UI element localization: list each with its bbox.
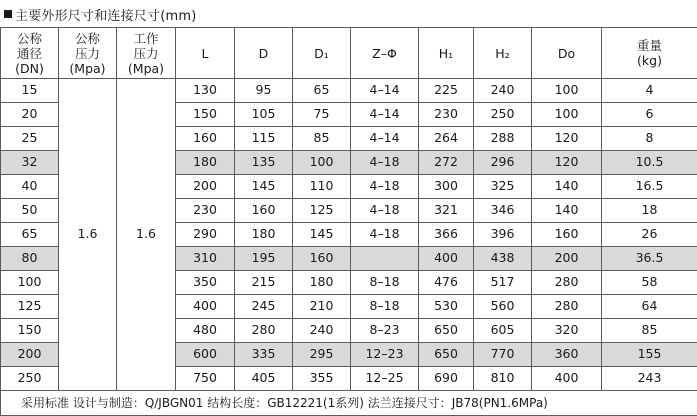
cell-kg: 10.5 — [602, 151, 697, 175]
cell-z: 4–18 — [351, 199, 419, 223]
cell-d1: 240 — [293, 319, 351, 343]
cell-kg: 16.5 — [602, 175, 697, 199]
cell-h2: 560 — [474, 295, 532, 319]
header-D: D — [235, 28, 293, 79]
cell-h2: 605 — [474, 319, 532, 343]
cell-d: 180 — [235, 223, 293, 247]
header-row — [1, 28, 697, 79]
cell-z: 4–14 — [351, 79, 419, 103]
cell-l: 750 — [176, 367, 235, 391]
cell-z: 8–18 — [351, 295, 419, 319]
cell-kg: 6 — [602, 103, 697, 127]
cell-h2: 770 — [474, 343, 532, 367]
cell-d: 195 — [235, 247, 293, 271]
header-nominal-pressure: 公称 压力 (Mpa) — [59, 28, 117, 79]
cell-l: 480 — [176, 319, 235, 343]
cell-h2: 346 — [474, 199, 532, 223]
cell-kg: 64 — [602, 295, 697, 319]
cell-z — [351, 247, 419, 271]
cell-do: 140 — [532, 175, 602, 199]
cell-dn: 25 — [1, 127, 59, 151]
cell-dn: 65 — [1, 223, 59, 247]
bullet-square-icon — [4, 10, 12, 18]
cell-kg: 36.5 — [602, 247, 697, 271]
cell-l: 200 — [176, 175, 235, 199]
cell-dn: 80 — [1, 247, 59, 271]
cell-do: 160 — [532, 223, 602, 247]
cell-kg: 18 — [602, 199, 697, 223]
cell-l: 290 — [176, 223, 235, 247]
header-D1: D₁ — [293, 28, 351, 79]
cell-d1: 160 — [293, 247, 351, 271]
cell-h2: 810 — [474, 367, 532, 391]
header-Z: Z–Φ — [351, 28, 419, 79]
cell-working-pressure: 1.6 — [117, 79, 176, 391]
cell-do: 320 — [532, 319, 602, 343]
cell-z: 4–18 — [351, 151, 419, 175]
header-L: L — [176, 28, 235, 79]
cell-do: 100 — [532, 103, 602, 127]
cell-dn: 50 — [1, 199, 59, 223]
cell-h1: 230 — [419, 103, 474, 127]
cell-kg: 243 — [602, 367, 697, 391]
cell-dn: 125 — [1, 295, 59, 319]
cell-h1: 690 — [419, 367, 474, 391]
cell-d1: 180 — [293, 271, 351, 295]
cell-l: 310 — [176, 247, 235, 271]
cell-l: 230 — [176, 199, 235, 223]
cell-d1: 355 — [293, 367, 351, 391]
cell-do: 400 — [532, 367, 602, 391]
cell-h1: 476 — [419, 271, 474, 295]
cell-do: 280 — [532, 295, 602, 319]
cell-h2: 240 — [474, 79, 532, 103]
cell-dn: 100 — [1, 271, 59, 295]
header-H1: H₁ — [419, 28, 474, 79]
cell-d1: 145 — [293, 223, 351, 247]
cell-kg: 26 — [602, 223, 697, 247]
cell-do: 120 — [532, 151, 602, 175]
cell-d: 245 — [235, 295, 293, 319]
cell-do: 120 — [532, 127, 602, 151]
cell-d1: 210 — [293, 295, 351, 319]
cell-h1: 272 — [419, 151, 474, 175]
cell-l: 350 — [176, 271, 235, 295]
cell-l: 130 — [176, 79, 235, 103]
cell-h1: 300 — [419, 175, 474, 199]
cell-h2: 296 — [474, 151, 532, 175]
cell-h2: 250 — [474, 103, 532, 127]
cell-d: 280 — [235, 319, 293, 343]
cell-dn: 40 — [1, 175, 59, 199]
table-body — [1, 79, 697, 391]
cell-h1: 650 — [419, 343, 474, 367]
cell-d1: 125 — [293, 199, 351, 223]
cell-dn: 20 — [1, 103, 59, 127]
cell-h2: 396 — [474, 223, 532, 247]
table-title-text: 主要外形尺寸和连接尺寸(mm) — [15, 8, 197, 24]
cell-d: 145 — [235, 175, 293, 199]
cell-d1: 75 — [293, 103, 351, 127]
cell-dn: 200 — [1, 343, 59, 367]
cell-h1: 530 — [419, 295, 474, 319]
cell-do: 140 — [532, 199, 602, 223]
cell-kg: 155 — [602, 343, 697, 367]
cell-d1: 100 — [293, 151, 351, 175]
cell-d1: 110 — [293, 175, 351, 199]
header-Do: Do — [532, 28, 602, 79]
cell-kg: 58 — [602, 271, 697, 295]
cell-kg: 85 — [602, 319, 697, 343]
cell-d: 405 — [235, 367, 293, 391]
cell-do: 100 — [532, 79, 602, 103]
cell-d1: 65 — [293, 79, 351, 103]
dimension-table — [0, 27, 697, 416]
table-title — [4, 4, 196, 24]
cell-h1: 400 — [419, 247, 474, 271]
cell-z: 4–18 — [351, 175, 419, 199]
cell-h2: 517 — [474, 271, 532, 295]
table-row — [1, 79, 697, 103]
cell-dn: 32 — [1, 151, 59, 175]
cell-h1: 321 — [419, 199, 474, 223]
cell-l: 400 — [176, 295, 235, 319]
header-dn: 公称 通径 (DN) — [1, 28, 59, 79]
cell-do: 200 — [532, 247, 602, 271]
cell-z: 8–18 — [351, 271, 419, 295]
header-H2: H₂ — [474, 28, 532, 79]
cell-h2: 438 — [474, 247, 532, 271]
cell-do: 280 — [532, 271, 602, 295]
cell-l: 600 — [176, 343, 235, 367]
cell-h2: 288 — [474, 127, 532, 151]
cell-d: 135 — [235, 151, 293, 175]
cell-d: 105 — [235, 103, 293, 127]
cell-d1: 295 — [293, 343, 351, 367]
cell-dn: 15 — [1, 79, 59, 103]
cell-d1: 85 — [293, 127, 351, 151]
cell-h2: 325 — [474, 175, 532, 199]
cell-z: 12–25 — [351, 367, 419, 391]
footnote-row — [1, 391, 697, 416]
cell-d: 335 — [235, 343, 293, 367]
header-weight: 重量 (kg) — [602, 28, 697, 79]
header-working-pressure: 工作 压力 (Mpa) — [117, 28, 176, 79]
cell-d: 160 — [235, 199, 293, 223]
cell-dn: 250 — [1, 367, 59, 391]
cell-z: 4–14 — [351, 103, 419, 127]
footnote: 采用标准 设计与制造：Q/JBGN01 结构长度：GB12221(1系列) 法兰连接尺寸：JB78(PN1.6MPa) — [1, 391, 697, 416]
cell-z: 4–14 — [351, 127, 419, 151]
cell-kg: 8 — [602, 127, 697, 151]
cell-z: 8–23 — [351, 319, 419, 343]
cell-z: 12–23 — [351, 343, 419, 367]
cell-z: 4–18 — [351, 223, 419, 247]
cell-h1: 264 — [419, 127, 474, 151]
cell-h1: 225 — [419, 79, 474, 103]
cell-l: 180 — [176, 151, 235, 175]
cell-dn: 150 — [1, 319, 59, 343]
cell-d: 115 — [235, 127, 293, 151]
cell-h1: 366 — [419, 223, 474, 247]
cell-h1: 650 — [419, 319, 474, 343]
cell-l: 160 — [176, 127, 235, 151]
cell-l: 150 — [176, 103, 235, 127]
cell-d: 95 — [235, 79, 293, 103]
cell-nominal-pressure: 1.6 — [59, 79, 117, 391]
cell-do: 360 — [532, 343, 602, 367]
cell-kg: 4 — [602, 79, 697, 103]
cell-d: 215 — [235, 271, 293, 295]
